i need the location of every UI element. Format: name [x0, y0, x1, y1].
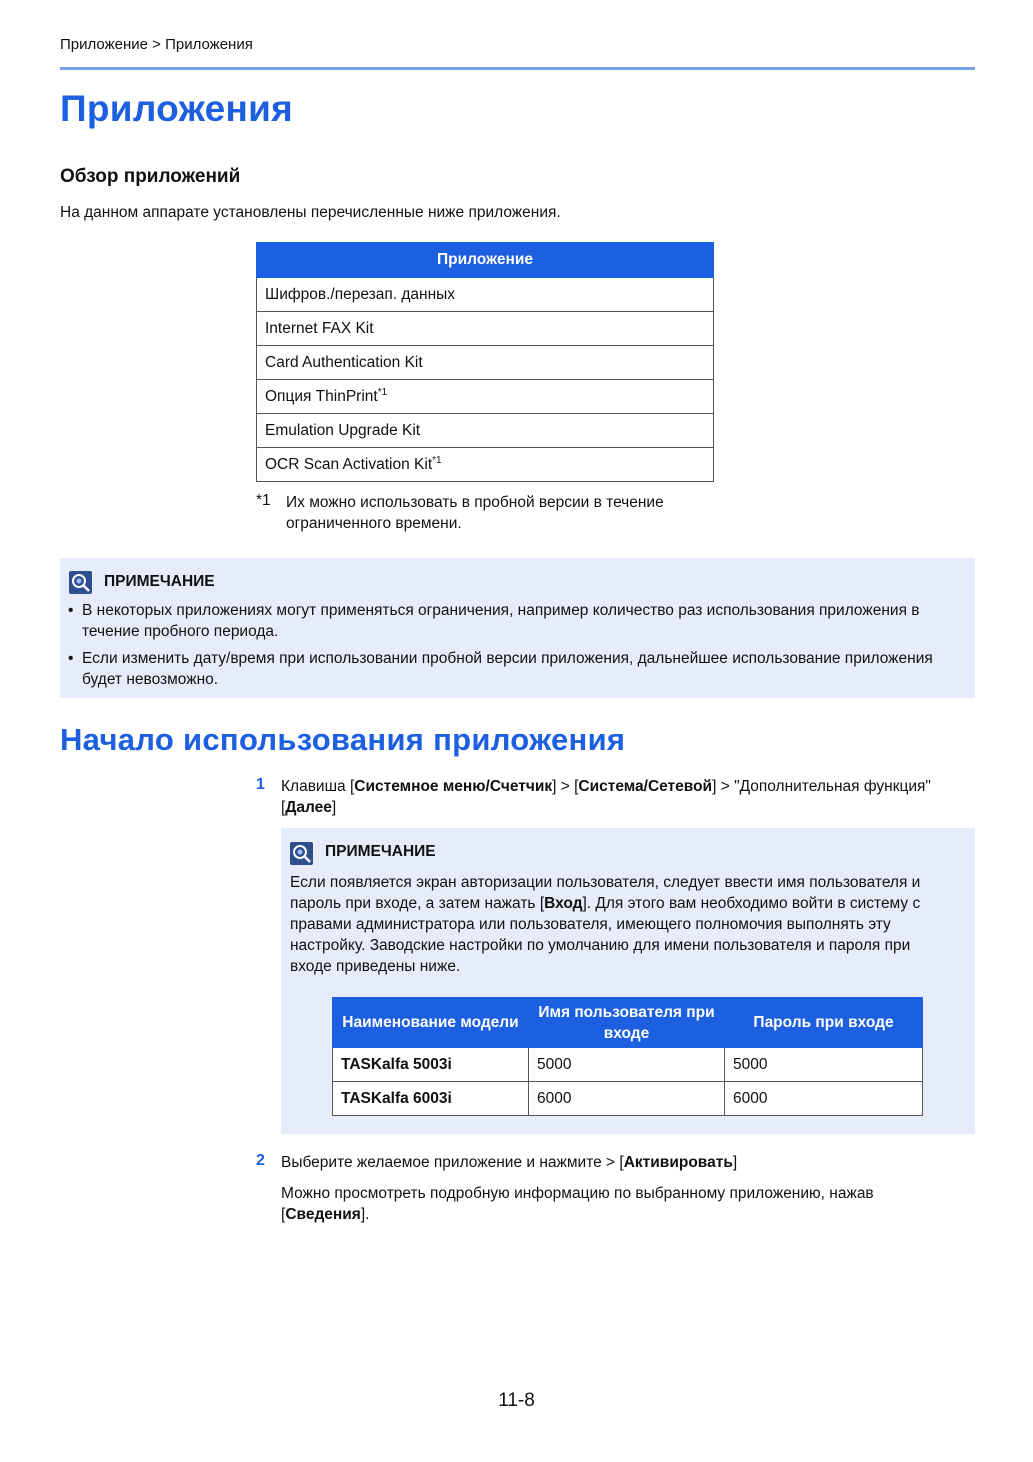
applications-table — [256, 242, 714, 482]
column-header: Имя пользователя при входе — [529, 998, 725, 1048]
footnote-ref: *1 — [432, 454, 442, 466]
footnote-ref: *1 — [377, 386, 388, 398]
login-cell: 6000 — [529, 1082, 725, 1116]
footnote-mark: *1 — [256, 492, 271, 509]
footnote-text: Их можно использовать в пробной версии в течение ограниченного времени. — [286, 494, 664, 532]
breadcrumb: Приложение > Приложения — [60, 36, 253, 53]
app-name: Internet FAX Kit — [265, 319, 374, 337]
step-number: 2 — [256, 1152, 265, 1169]
note-heading: ПРИМЕЧАНИЕ — [104, 573, 215, 590]
header-rule — [60, 67, 975, 70]
note-icon — [69, 571, 92, 594]
table-row — [257, 414, 714, 448]
table-row — [333, 1048, 923, 1082]
table-row — [257, 312, 714, 346]
app-name: Шифров./перезап. данных — [265, 285, 456, 303]
page-title: Приложения — [60, 88, 294, 129]
step-text: Выберите желаемое приложение и нажмите > [Активировать] — [281, 1154, 738, 1171]
table-header: Приложение — [257, 243, 714, 278]
step-text: Клавиша [Системное меню/Счетчик] > [Система/Сетевой] > "Дополнительная функция" [Далее] — [281, 778, 931, 816]
table-row — [257, 278, 714, 312]
column-header: Пароль при входе — [725, 998, 923, 1048]
model-cell: TASKalfa 5003i — [333, 1048, 529, 1082]
note-heading: ПРИМЕЧАНИЕ — [325, 843, 436, 860]
column-header: Наименование модели — [333, 998, 529, 1048]
page-number: 11-8 — [498, 1390, 535, 1411]
overview-intro: На данном аппарате установлены перечисленные ниже приложения. — [60, 204, 561, 221]
model-cell: TASKalfa 6003i — [333, 1082, 529, 1116]
app-name: OCR Scan Activation Kit — [265, 456, 433, 474]
section-title: Начало использования приложения — [60, 722, 626, 757]
table-row — [257, 380, 714, 414]
note-box: ПРИМЕЧАНИЕ • В некоторых приложениях могут применяться ограничения, например количество раз использования приложения в течение пробного периода. • Если изменить дату/время при использовании пробной версии приложения, дальнейшее использование приложения будет невозможно. — [60, 558, 975, 698]
app-name: Опция ThinPrint — [265, 388, 378, 406]
password-cell: 5000 — [725, 1048, 923, 1082]
table-row — [257, 346, 714, 380]
password-cell: 6000 — [725, 1082, 923, 1116]
app-name: Emulation Upgrade Kit — [265, 421, 421, 439]
note-text: Если появляется экран авторизации пользователя, следует ввести имя пользователя и пароль при входе, а затем нажать [Вход]. Для этого вам необходимо войти в систему с правами администратора или пользователя, имеющего полномочия выполнять эту настройку. Заводские настройки по умолчанию для имени пользователя и пароля при входе приведены ниже. — [290, 874, 921, 975]
note-icon — [290, 842, 313, 865]
table-row — [257, 448, 714, 482]
overview-heading: Обзор приложений — [60, 166, 241, 187]
step-subtext: Можно просмотреть подробную информацию по выбранному приложению, нажав [Сведения]. — [281, 1185, 874, 1223]
table-row — [333, 1082, 923, 1116]
step-number: 1 — [256, 776, 265, 793]
default-credentials-table — [332, 997, 923, 1116]
app-name: Card Authentication Kit — [265, 353, 423, 371]
login-cell: 5000 — [529, 1048, 725, 1082]
